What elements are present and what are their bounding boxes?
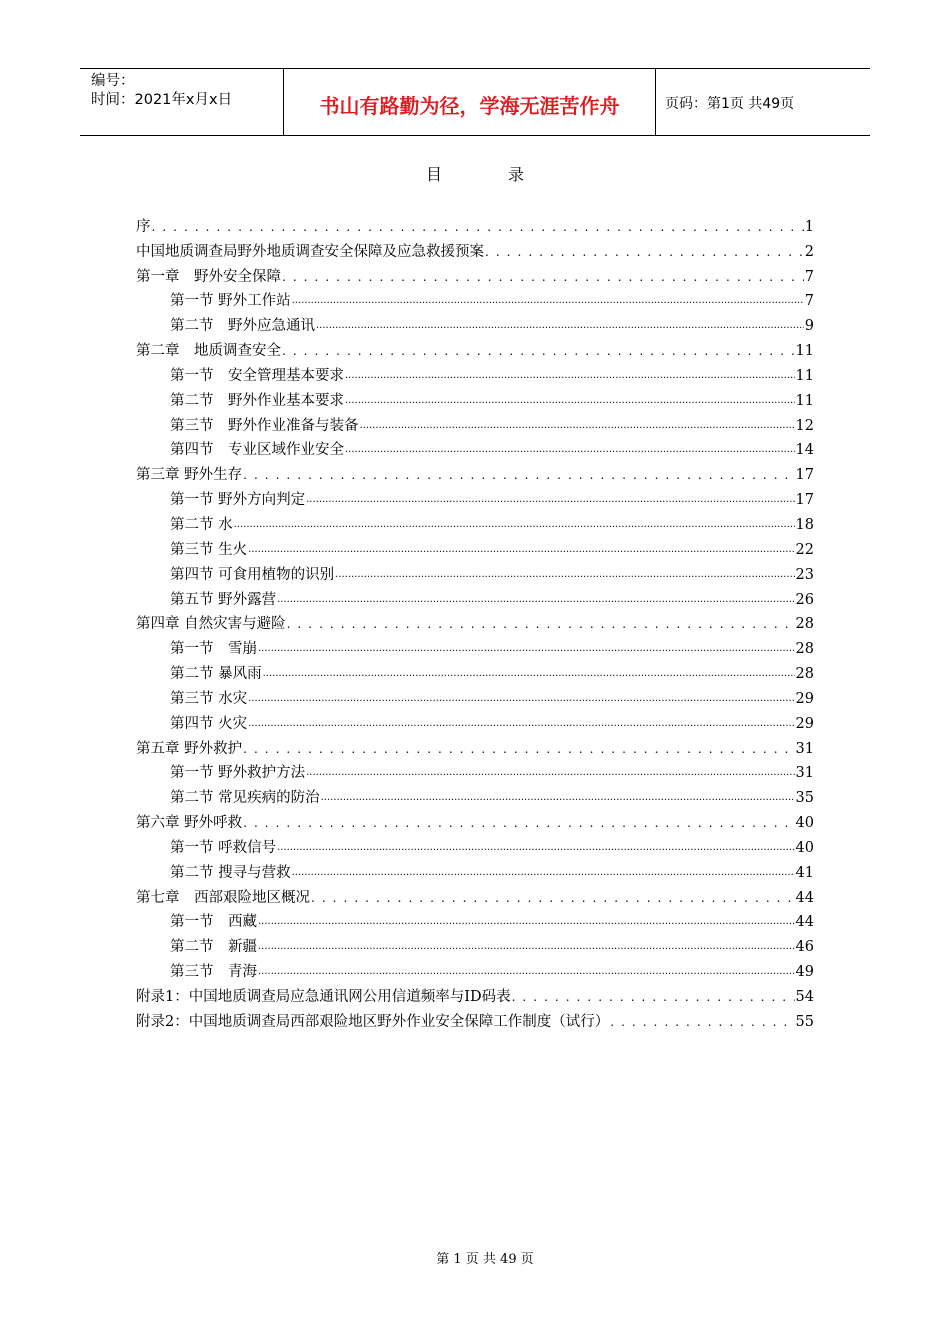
toc-dot-leader (248, 688, 794, 708)
toc-chapter-entry[interactable] (136, 882, 814, 907)
toc-entry-label: 第二章 地质调查安全 (136, 343, 281, 360)
toc-entry-page: 9 (804, 318, 814, 335)
toc-dot-leader (243, 814, 794, 832)
toc-dot-leader (316, 315, 804, 335)
toc-entry-page: 11 (795, 392, 814, 409)
toc-dot-leader (345, 439, 795, 459)
toc-section-entry[interactable] (136, 683, 814, 708)
toc-entry-page: 7 (804, 293, 814, 310)
toc-entry-label: 第四节 火灾 (170, 715, 248, 732)
toc-chapter-entry[interactable] (136, 807, 814, 832)
toc-entry-label: 第二节 水 (170, 516, 233, 533)
toc-dot-leader (282, 268, 804, 286)
toc-dot-leader (243, 740, 794, 758)
toc-entry-label: 第一节 安全管理基本要求 (170, 367, 344, 384)
toc-entry-page: 31 (795, 765, 814, 782)
toc-dot-leader (248, 713, 794, 733)
toc-dot-leader (321, 787, 795, 807)
toc-section-entry[interactable] (136, 931, 814, 956)
toc-dot-leader (360, 415, 795, 435)
toc-entry-page: 44 (795, 914, 814, 931)
number-label: 编号： (91, 73, 135, 89)
toc-entry-label: 第六章 野外呼救 (136, 815, 243, 832)
toc-entry-label: 第五节 野外露营 (170, 591, 277, 608)
toc-entry-page: 28 (795, 616, 814, 633)
toc-entry-page: 22 (795, 541, 814, 558)
toc-entry-page: 40 (795, 815, 814, 832)
toc-entry-label: 第一节 野外方向判定 (170, 492, 306, 509)
toc-entry-page: 28 (795, 666, 814, 683)
toc-entry-page: 35 (795, 790, 814, 807)
toc-dot-leader (292, 862, 795, 882)
toc-dot-leader (243, 466, 794, 484)
toc-dot-leader (263, 663, 795, 683)
toc-section-entry[interactable] (136, 832, 814, 857)
toc-entry-label: 第四节 专业区域作业安全 (170, 442, 344, 459)
toc-chapter-entry[interactable] (136, 609, 814, 634)
toc-entry-label: 第三节 青海 (170, 964, 257, 981)
toc-dot-leader (234, 514, 795, 534)
page-footer: 第 1 页 共 49 页 (436, 1252, 534, 1267)
toc-section-entry[interactable] (136, 509, 814, 534)
toc-entry-page: 49 (795, 964, 814, 981)
toc-section-entry[interactable] (136, 658, 814, 683)
toc-entry-page: 29 (795, 715, 814, 732)
toc-entry-label: 附录2：中国地质调查局西部艰险地区野外作业安全保障工作制度（试行） (136, 1013, 610, 1030)
toc-entry-label: 第二节 野外应急通讯 (170, 318, 315, 335)
toc-section-entry[interactable] (136, 708, 814, 733)
toc-chapter-entry[interactable] (136, 459, 814, 484)
toc-dot-leader (610, 1013, 794, 1031)
toc-entry-label: 第二节 新疆 (170, 939, 257, 956)
toc-section-entry[interactable] (136, 907, 814, 932)
toc-section-entry[interactable] (136, 484, 814, 509)
toc-entry-label: 第二节 搜寻与营救 (170, 864, 291, 881)
toc-chapter-entry[interactable] (136, 211, 814, 236)
toc-entry-label: 第二节 暴风雨 (170, 666, 262, 683)
toc-dot-leader (311, 889, 795, 907)
toc-section-entry[interactable] (136, 534, 814, 559)
toc-entry-label: 第四节 可食用植物的识别 (170, 566, 335, 583)
toc-section-entry[interactable] (136, 956, 814, 981)
header-meta (80, 69, 283, 135)
toc-dot-leader (287, 615, 795, 633)
header-page-info: 页码：第1页 共49页 (665, 95, 795, 112)
toc-entry-page: 14 (795, 442, 814, 459)
toc-dot-leader (152, 218, 804, 236)
toc-title (0, 162, 950, 185)
toc-entry-page: 7 (804, 268, 814, 285)
toc-entry-label: 中国地质调查局野外地质调查安全保障及应急救援预案 (136, 243, 484, 260)
toc-entry-page: 55 (795, 1013, 814, 1030)
toc-entry-label: 第一节 野外救护方法 (170, 765, 306, 782)
toc-chapter-entry[interactable] (136, 981, 814, 1006)
toc-dot-leader (282, 342, 795, 360)
toc-section-entry[interactable] (136, 385, 814, 410)
toc-entry-page: 44 (795, 889, 814, 906)
toc-entry-page: 17 (795, 492, 814, 509)
toc-entry-page: 18 (795, 516, 814, 533)
toc-dot-leader (306, 762, 794, 782)
toc-entry-label: 第四章 自然灾害与避险 (136, 616, 286, 633)
toc-entry-label: 第一节 野外工作站 (170, 293, 291, 310)
toc-entry-label: 第一章 野外安全保障 (136, 268, 281, 285)
toc-section-entry[interactable] (136, 435, 814, 460)
toc-entry-label: 第七章 西部艰险地区概况 (136, 889, 310, 906)
toc-entry-page: 11 (795, 343, 814, 360)
toc-entry-label: 第三节 水灾 (170, 690, 248, 707)
toc-dot-leader (277, 837, 794, 857)
toc-dot-leader (258, 911, 795, 931)
toc-entry-label: 第三节 生火 (170, 541, 248, 558)
toc-entry-label: 第三章 野外生存 (136, 467, 243, 484)
toc-entry-page: 23 (795, 566, 814, 583)
toc-title-char-1: 目 (425, 165, 442, 184)
toc-entry-page: 17 (795, 467, 814, 484)
toc-entry-page: 29 (795, 690, 814, 707)
toc-entry-page: 41 (795, 864, 814, 881)
toc-dot-leader (258, 936, 795, 956)
toc-entry-page: 12 (795, 417, 814, 434)
toc-dot-leader (277, 589, 794, 609)
toc-chapter-entry[interactable] (136, 733, 814, 758)
toc-section-entry[interactable] (136, 782, 814, 807)
toc-section-entry[interactable] (136, 286, 814, 311)
toc-chapter-entry[interactable] (136, 1006, 814, 1031)
toc-chapter-entry[interactable] (136, 335, 814, 360)
toc-section-entry[interactable] (136, 559, 814, 584)
toc-entry-page: 1 (804, 218, 814, 235)
toc-entry-label: 第一节 雪崩 (170, 641, 257, 658)
toc-entry-label: 第一节 呼救信号 (170, 839, 277, 856)
toc-entry-page: 40 (795, 839, 814, 856)
toc-chapter-entry[interactable] (136, 236, 814, 261)
toc-title-char-2: 录 (508, 165, 525, 184)
toc-entry-label: 序 (136, 218, 151, 235)
time-label: 时间：2021年x月x日 (91, 92, 233, 108)
toc-entry-label: 第二节 常见疾病的防治 (170, 790, 320, 807)
toc-section-entry[interactable] (136, 410, 814, 435)
toc-section-entry[interactable] (136, 857, 814, 882)
header-motto: 书山有路勤为径，学海无涯苦作舟 (283, 69, 656, 135)
toc-dot-leader (292, 290, 804, 310)
table-of-contents (136, 211, 814, 1031)
toc-dot-leader (248, 539, 794, 559)
toc-dot-leader (345, 365, 795, 385)
toc-section-entry[interactable] (136, 584, 814, 609)
toc-dot-leader (485, 243, 804, 261)
toc-dot-leader (258, 961, 795, 981)
toc-entry-label: 第五章 野外救护 (136, 740, 243, 757)
toc-dot-leader (512, 988, 795, 1006)
toc-section-entry[interactable] (136, 310, 814, 335)
toc-dot-leader (335, 564, 794, 584)
document-header (80, 68, 870, 136)
toc-entry-label: 第三节 野外作业准备与装备 (170, 417, 359, 434)
toc-section-entry[interactable] (136, 633, 814, 658)
toc-section-entry[interactable] (136, 758, 814, 783)
toc-entry-label: 第一节 西藏 (170, 914, 257, 931)
toc-entry-label: 附录1：中国地质调查局应急通讯网公用信道频率与ID码表 (136, 989, 511, 1005)
toc-dot-leader (345, 390, 795, 410)
toc-entry-page: 26 (795, 591, 814, 608)
toc-section-entry[interactable] (136, 360, 814, 385)
toc-entry-page: 11 (795, 367, 814, 384)
toc-entry-page: 28 (795, 641, 814, 658)
toc-entry-label: 第二节 野外作业基本要求 (170, 392, 344, 409)
toc-entry-page: 54 (795, 989, 814, 1005)
toc-entry-page: 31 (795, 740, 814, 757)
toc-dot-leader (306, 489, 794, 509)
toc-entry-page: 2 (804, 243, 814, 260)
toc-dot-leader (258, 638, 795, 658)
toc-entry-page: 46 (795, 939, 814, 956)
toc-chapter-entry[interactable] (136, 261, 814, 286)
